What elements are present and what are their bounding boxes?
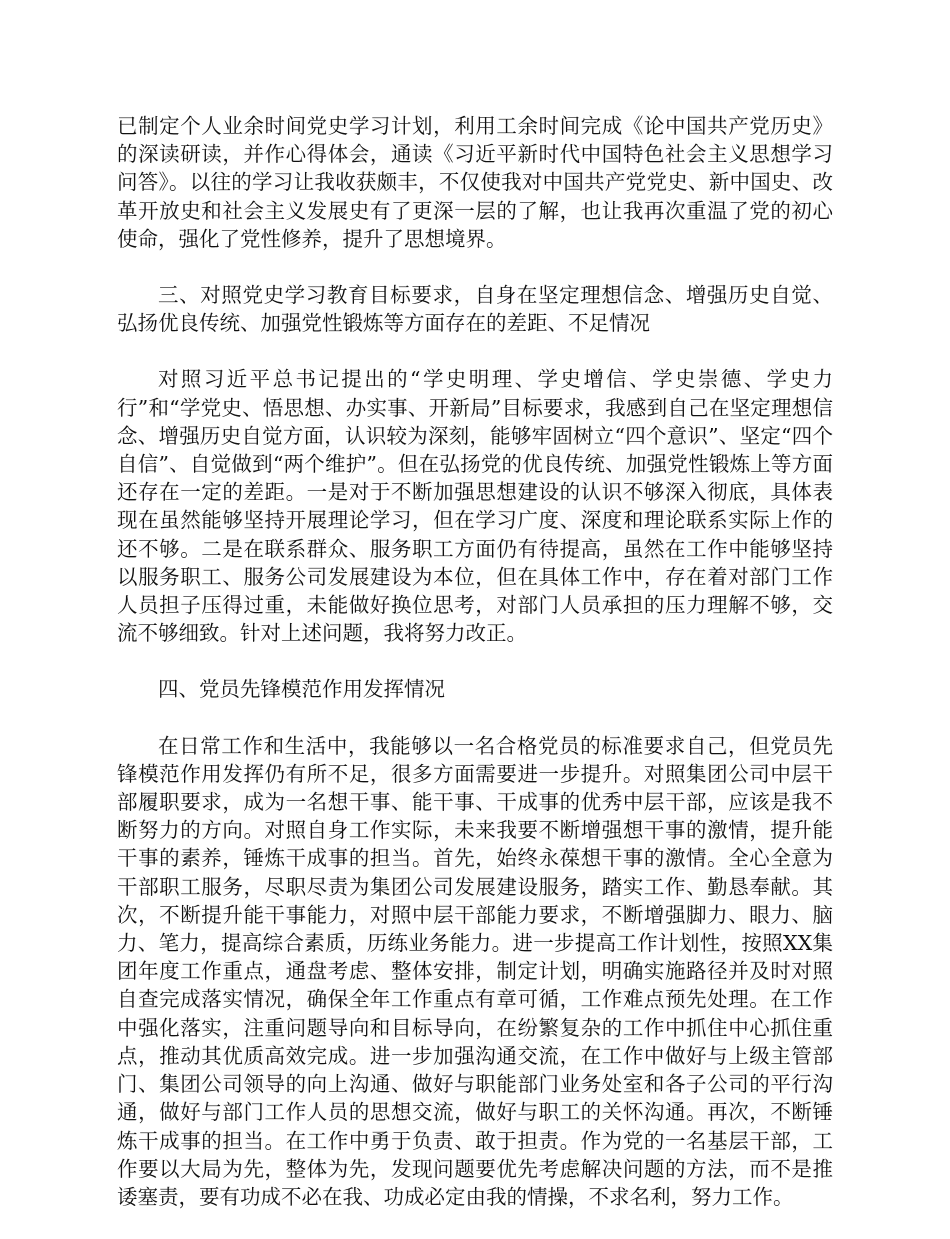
section-heading-four: 四、党员先锋模范作用发挥情况 [158, 677, 445, 702]
paragraph-vanguard-role: 在日常工作和生活中，我能够以一名合格党员的标准要求自己，但党员先锋模范作用发挥仍有所不足，很多方面需要进一步提升。对照集团公司中层干部履职要求，成为一名想干事、能干事、干成事的优秀中层干部，应该是我不断努力的方向。对照自身工作实际，未来我要不断增强想干事的激情，提升能干事的素养，锤炼干成事的担当。首先，始终永葆想干事的激情。全心全意为干部职工服务，尽职尽责为集团公司发展建设服务，踏实工作、勤恳奉献。其次，不断提升能干事能力，对照中层干部能力要求，不断增强脚力、眼力、脑力、笔力，提高综合素质，历练业务能力。进一步提高工作计划性，按照XX集团年度工作重点，通盘考虑、整体安排，制定计划，明确实施路径并及时对照自查完成落实情况，确保全年工作重点有章可循，工作难点预先处理。在工作中强化落实，注重问题导向和目标导向，在纷繁复杂的工作中抓住中心抓住重点，推动其优质高效完成。进一步加强沟通交流，在工作中做好与上级主管部门、集团公司领导的向上沟通、做好与职能部门业务处室和各子公司的平行沟通，做好与部门工作人员的思想交流，做好与职工的关怀沟通。再次，不断锤炼干成事的担当。在工作中勇于负责、敢于担责。作为党的一名基层干部，工作要以大局为先，整体为先，发现问题要优先考虑解决问题的方法，而不是推诿塞责，要有功成不必在我、功成必定由我的情操，不求名利，努力工作。 [117, 733, 833, 1209]
paragraph-gaps: 对照习近平总书记提出的“学史明理、学史增信、学史崇德、学史力行”和“学党史、悟思想、办实事、开新局”目标要求，我感到自己在坚定理想信念、增强历史自觉方面，认识较为深刻，能够牢固树立“四个意识”、坚定“四个自信”、自觉做到“两个维护”。但在弘扬党的优良传统、加强党性锻炼上等方面还存在一定的差距。一是对于不断加强思想建设的认识不够深入彻底，具体表现在虽然能够坚持开展理论学习，但在学习广度、深度和理论联系实际上作的还不够。二是在联系群众、服务职工方面仍有待提高，虽然在工作中能够坚持以服务职工、服务公司发展建设为本位，但在具体工作中，存在着对部门工作人员担子压得过重，未能做好换位思考，对部门人员承担的压力理解不够，交流不够细致。针对上述问题，我将努力改正。 [117, 367, 833, 646]
document-page [117, 112, 833, 1239]
paragraph-study-plan: 已制定个人业余时间党史学习计划，利用工余时间完成《论中国共产党历史》的深读研读，并作心得体会，通读《习近平新时代中国特色社会主义思想学习问答》。以往的学习让我收获颇丰，不仅使我对中国共产党党史、新中国史、改革开放史和社会主义发展史有了更深一层的了解，也让我再次重温了党的初心使命，强化了党性修养，提升了思想境界。 [117, 114, 833, 251]
section-heading-three: 三、对照党史学习教育目标要求，自身在坚定理想信念、增强历史自觉、弘扬优良传统、加强党性锻炼等方面存在的差距、不足情况 [117, 283, 833, 336]
